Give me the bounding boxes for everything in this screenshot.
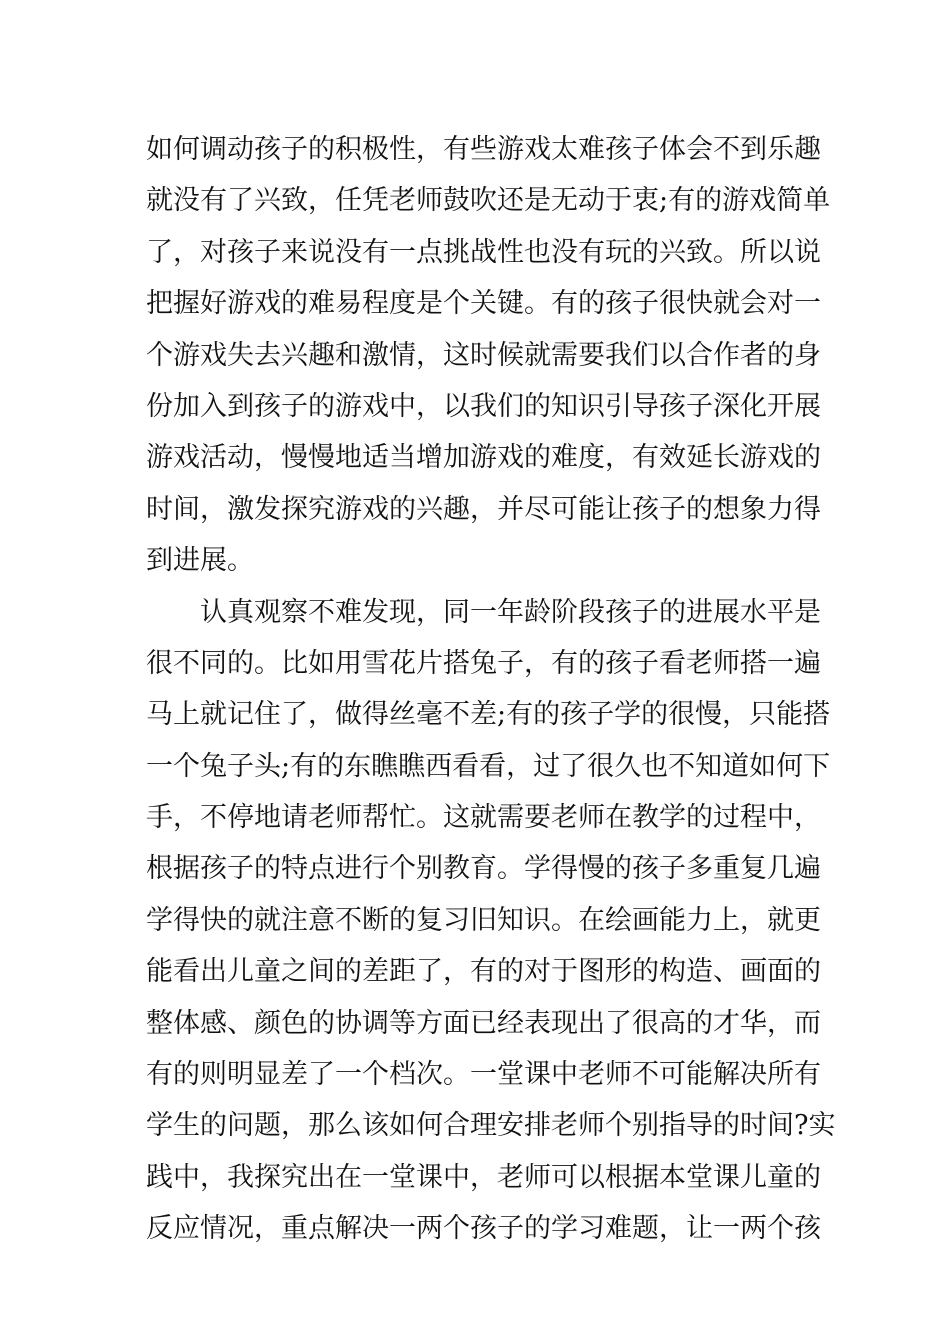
text-line: 时间，激发探究游戏的兴趣，并尽可能让孩子的想象力得 — [146, 493, 821, 525]
text-line: 份加入到孩子的游戏中，以我们的知识引导孩子深化开展 — [146, 390, 821, 422]
text-line: 有的则明显差了一个档次。一堂课中老师不可能解决所有 — [146, 1059, 821, 1091]
body-text — [146, 124, 836, 1255]
text-line: 个游戏失去兴趣和激情，这时候就需要我们以合作者的身 — [146, 339, 821, 371]
paragraph-1 — [146, 124, 831, 587]
text-line: 很不同的。比如用雪花片搭兔子，有的孩子看老师搭一遍 — [146, 647, 821, 679]
text-line: 认真观察不难发现，同一年龄阶段孩子的进展水平是 — [200, 596, 821, 628]
text-line: 手，不停地请老师帮忙。这就需要老师在教学的过程中， — [146, 802, 821, 834]
text-line: 到进展。 — [146, 545, 254, 577]
text-line: 能看出儿童之间的差距了，有的对于图形的构造、画面的 — [146, 956, 821, 988]
text-line: 了，对孩子来说没有一点挑战性也没有玩的兴致。所以说 — [146, 236, 821, 268]
paragraph-2 — [146, 587, 836, 1255]
text-line: 游戏活动，慢慢地适当增加游戏的难度，有效延长游戏的 — [146, 442, 821, 474]
text-line: 一个兔子头;有的东瞧瞧西看看，过了很久也不知道如何下 — [146, 750, 831, 782]
text-line: 学生的问题，那么该如何合理安排老师个别指导的时间?实 — [146, 1110, 836, 1142]
text-line: 整体感、颜色的协调等方面已经表现出了很高的才华，而 — [146, 1007, 821, 1039]
text-line: 践中，我探究出在一堂课中，老师可以根据本堂课儿童的 — [146, 1161, 821, 1193]
text-line: 马上就记住了，做得丝毫不差;有的孩子学的很慢，只能搭 — [146, 699, 831, 731]
text-line: 学得快的就注意不断的复习旧知识。在绘画能力上，就更 — [146, 904, 821, 936]
text-line: 如何调动孩子的积极性，有些游戏太难孩子体会不到乐趣 — [146, 134, 821, 165]
text-line: 根据孩子的特点进行个别教育。学得慢的孩子多重复几遍 — [146, 853, 821, 885]
text-line: 反应情况，重点解决一两个孩子的学习难题，让一两个孩 — [146, 1213, 821, 1245]
text-line: 把握好游戏的难易程度是个关键。有的孩子很快就会对一 — [146, 288, 821, 320]
text-line: 就没有了兴致，任凭老师鼓吹还是无动于衷;有的游戏简单 — [146, 185, 831, 217]
